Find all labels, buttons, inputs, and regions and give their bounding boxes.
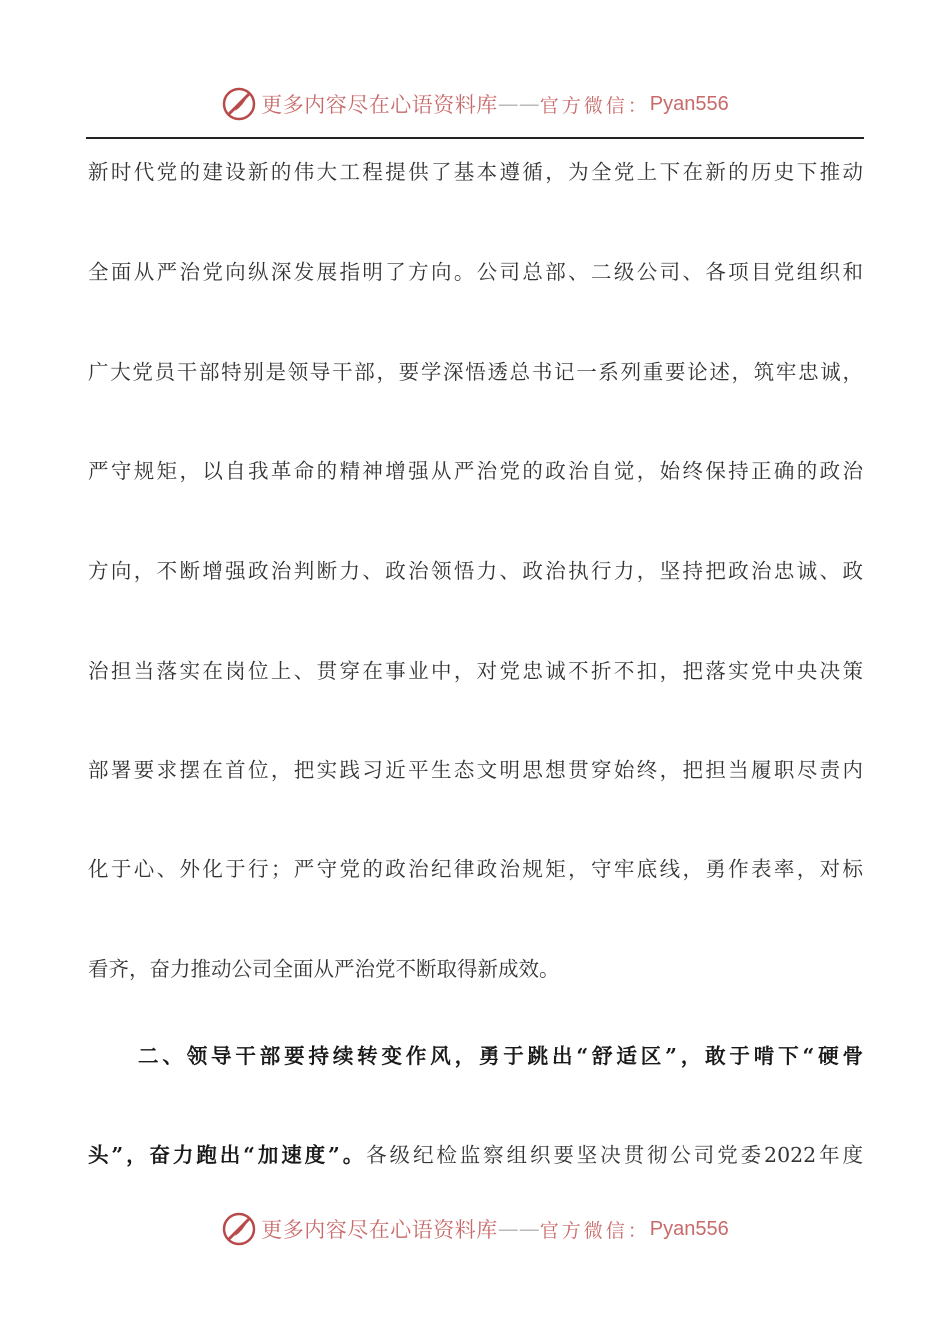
section-heading: 二、领导干部要持续转变作风，勇于跳出“舒适区”，敢于啃下“硬骨 (138, 1044, 863, 1068)
body-line: 看齐，奋力推动公司全面从严治党不断取得新成效。 (88, 957, 560, 981)
header-separator: —— (497, 92, 540, 116)
footer-separator: —— (497, 1217, 540, 1241)
header-wechat-id: Pyan556 (649, 92, 729, 115)
header-banner (0, 84, 950, 124)
section-heading-continuation (88, 1143, 863, 1167)
footer-wechat-id: Pyan556 (649, 1217, 729, 1240)
body-line: 化于心、外化于行；严守党的政治纪律政治规矩，守牢底线，勇作表率，对标 (88, 857, 863, 881)
body-line: 方向，不断增强政治判断力、政治领悟力、政治执行力，坚持把政治忠诚、政 (88, 559, 863, 583)
quill-logo-icon (221, 1211, 257, 1247)
body-line: 部署要求摆在首位，把实践习近平生态文明思想贯穿始终，把担当履职尽责内 (88, 758, 863, 782)
header-wechat-label: 官方微信： (539, 94, 650, 117)
footer-wechat-label: 官方微信： (539, 1219, 650, 1242)
quill-logo-icon (221, 86, 257, 122)
body-line: 新时代党的建设新的伟大工程提供了基本遵循，为全党上下在新的历史下推动 (88, 160, 863, 184)
body-line: 严守规矩，以自我革命的精神增强从严治党的政治自觉，始终保持正确的政治 (88, 459, 863, 483)
body-line: 全面从严治党向纵深发展指明了方向。公司总部、二级公司、各项目党组织和 (88, 260, 863, 284)
footer-brand-text: 更多内容尽在心语资料库 (261, 1218, 498, 1242)
body-line: 广大党员干部特别是领导干部，要学深悟透总书记一系列重要论述，筑牢忠诚， (88, 360, 863, 384)
body-line: 治担当落实在岗位上、贯穿在事业中，对党忠诚不折不扣，把落实党中央决策 (88, 659, 863, 683)
header-divider (86, 137, 864, 139)
section-heading-tail: 头”，奋力跑出“加速度”。 (88, 1143, 367, 1167)
header-brand-text: 更多内容尽在心语资料库 (261, 93, 498, 117)
section-body-text: 各级纪检监察组织要坚决贯彻公司党委2022年度 (366, 1143, 864, 1167)
footer-banner (0, 1209, 950, 1249)
